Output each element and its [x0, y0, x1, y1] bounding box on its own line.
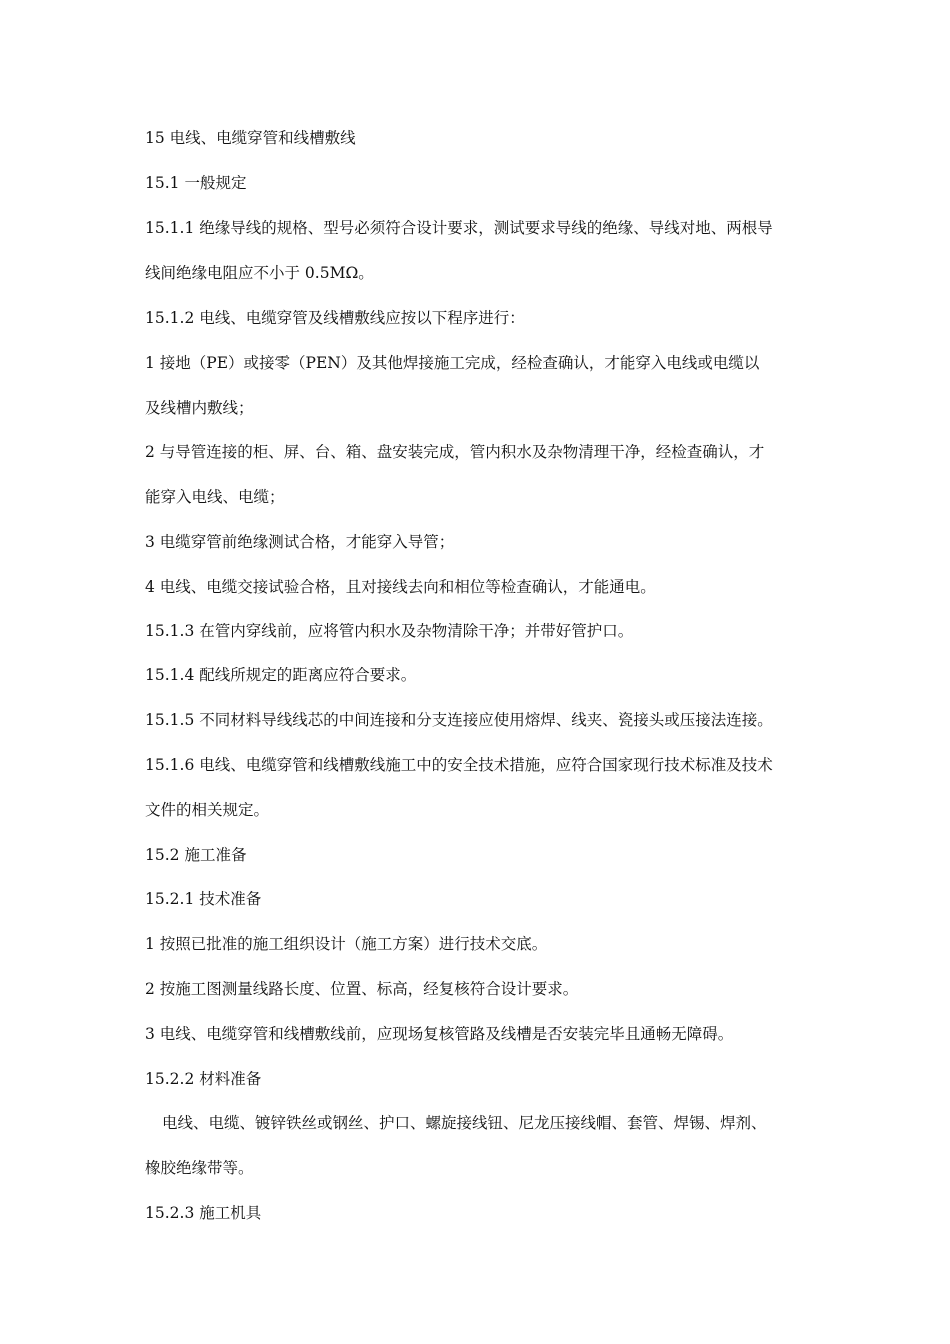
materials-paragraph: 电线、电缆、镀锌铁丝或钢丝、护口、螺旋接线钮、尼龙压接线帽、套管、焊锡、焊剂、: [162, 1114, 767, 1132]
subheading-15-2-1: 15.2.1 技术准备: [145, 890, 262, 908]
section-heading-15-1: 15.1 一般规定: [145, 174, 247, 192]
list-item-2: 2 与导管连接的柜、屏、台、箱、盘安装完成，管内积水及杂物清理干净，经检查确认，才: [145, 443, 765, 461]
paragraph-15-1-1-cont: 线间绝缘电阻应不小于 0.5MΩ。: [145, 264, 374, 282]
paragraph-15-1-5: 15.1.5 不同材料导线线芯的中间连接和分支连接应使用熔焊、线夹、瓷接头或压接法连接。: [145, 711, 773, 729]
paragraph-15-1-4: 15.1.4 配线所规定的距离应符合要求。: [145, 666, 417, 684]
list-item-1-cont: 及线槽内敷线；: [145, 399, 254, 417]
materials-paragraph-cont: 橡胶绝缘带等。: [145, 1159, 254, 1177]
paragraph-15-1-6: 15.1.6 电线、电缆穿管和线槽敷线施工中的安全技术措施，应符合国家现行技术标准及技术: [145, 756, 773, 774]
paragraph-15-1-6-cont: 文件的相关规定。: [145, 801, 270, 819]
paragraph-15-1-3: 15.1.3 在管内穿线前，应将管内积水及杂物清除干净；并带好管护口。: [145, 622, 634, 640]
list-item-3: 3 电缆穿管前绝缘测试合格，才能穿入导管；: [145, 533, 455, 551]
list-item-4: 4 电线、电缆交接试验合格，且对接线去向和相位等检查确认，才能通电。: [145, 578, 656, 596]
list-item-2-cont: 能穿入电线、电缆；: [145, 488, 285, 506]
section-heading-15-2: 15.2 施工准备: [145, 846, 247, 864]
tech-prep-item-1: 1 按照已批准的施工组织设计（施工方案）进行技术交底。: [145, 935, 548, 953]
paragraph-15-1-2: 15.1.2 电线、电缆穿管及线槽敷线应按以下程序进行：: [145, 309, 525, 327]
subheading-15-2-2: 15.2.2 材料准备: [145, 1070, 262, 1088]
section-heading-15: 15 电线、电缆穿管和线槽敷线: [145, 129, 356, 147]
tech-prep-item-3: 3 电线、电缆穿管和线槽敷线前，应现场复核管路及线槽是否安装完毕且通畅无障碍。: [145, 1025, 734, 1043]
list-item-1: 1 接地（PE）或接零（PEN）及其他焊接施工完成，经检查确认，才能穿入电线或电缆以: [145, 354, 760, 372]
tech-prep-item-2: 2 按施工图测量线路长度、位置、标高，经复核符合设计要求。: [145, 980, 579, 998]
subheading-15-2-3: 15.2.3 施工机具: [145, 1204, 262, 1222]
paragraph-15-1-1: 15.1.1 绝缘导线的规格、型号必须符合设计要求，测试要求导线的绝缘、导线对地、两根导: [145, 219, 773, 237]
